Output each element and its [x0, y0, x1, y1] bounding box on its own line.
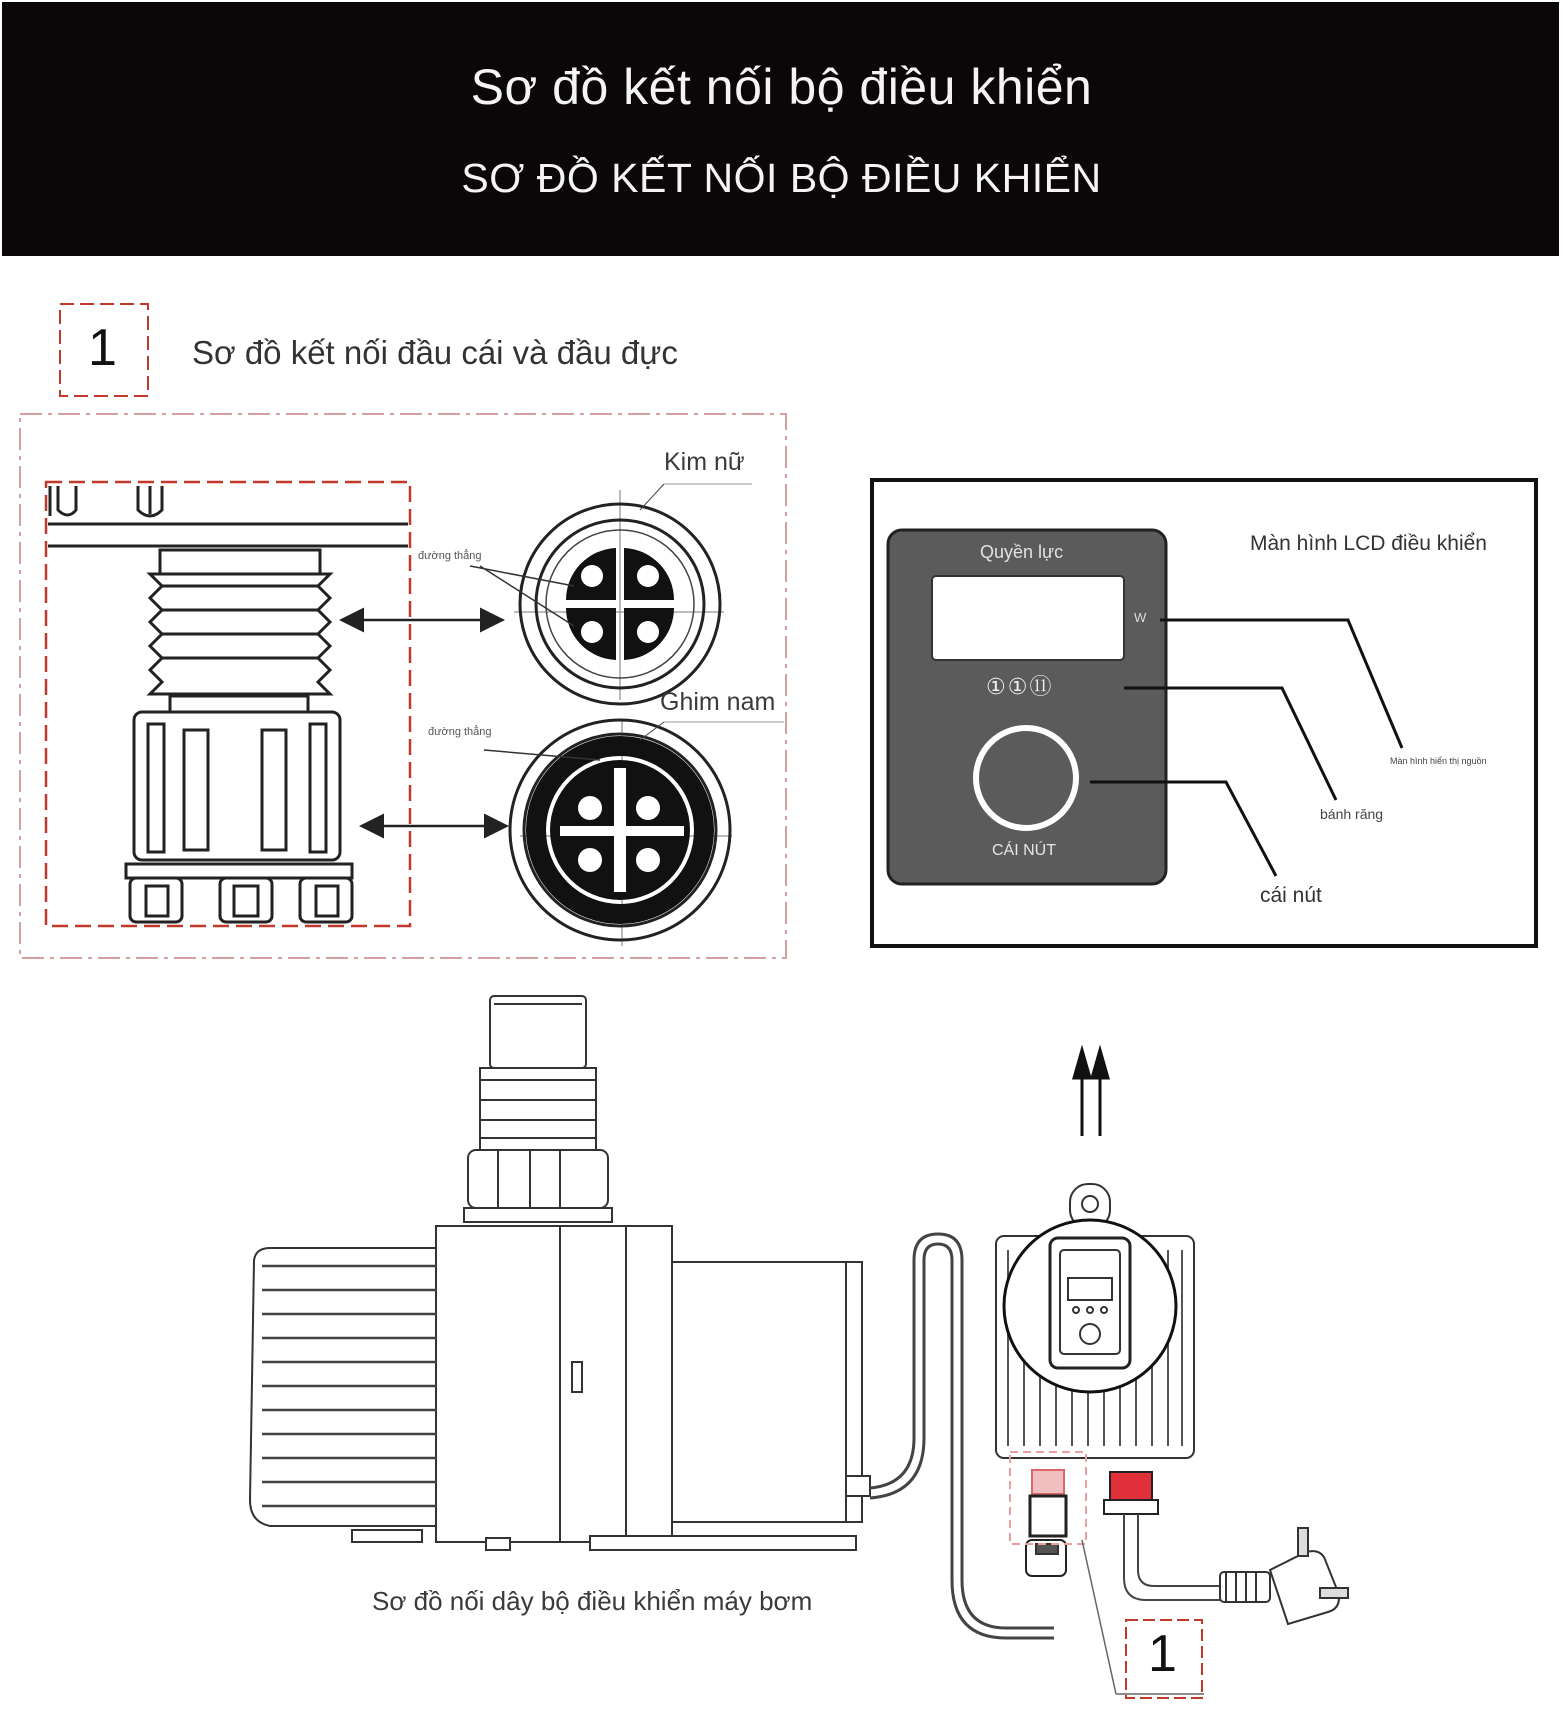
- straight-line-label-bottom: đường thẳng: [428, 726, 492, 738]
- pump-drawing: [250, 996, 870, 1550]
- page-subtitle: SƠ ĐỒ KẾT NỐI BỘ ĐIỀU KHIỂN: [461, 155, 1102, 201]
- female-connector-icon: [470, 484, 752, 704]
- controller-unit: [996, 1184, 1348, 1624]
- gear-label: bánh răng: [1320, 806, 1384, 822]
- lcd-screen-label: Màn hình LCD điều khiển: [1250, 532, 1487, 555]
- male-connector-icon: [484, 720, 784, 946]
- section-title: Sơ đồ kết nối đầu cái và đầu đực: [192, 334, 678, 371]
- connector-body: [48, 486, 408, 922]
- w-mark: W: [1134, 610, 1147, 625]
- male-pin-label: Ghim nam: [660, 688, 776, 716]
- straight-line-label-top: đường thẳng: [418, 550, 482, 562]
- power-display-label: Màn hình hiển thị nguồn: [1390, 756, 1487, 766]
- female-pin-label: Kim nữ: [664, 448, 745, 476]
- page-title: Sơ đồ kết nối bộ điều khiển: [470, 59, 1093, 115]
- up-arrows-icon: [1074, 1050, 1108, 1136]
- control-button: [976, 728, 1076, 828]
- bottom-number: 1: [1148, 1625, 1177, 1683]
- indicator-mark: ⑪: [1029, 674, 1054, 699]
- indicator-mark: ①: [986, 674, 1008, 699]
- section-number: 1: [88, 319, 117, 377]
- button-label: cái nút: [1260, 884, 1322, 907]
- bottom-caption: Sơ đồ nối dây bộ điều khiển máy bơm: [372, 1586, 813, 1616]
- panel-title: Quyền lực: [980, 542, 1064, 562]
- panel-indicator-marks: [986, 670, 1053, 701]
- indicator-mark: ①: [1007, 674, 1030, 699]
- lcd-screen: [932, 576, 1124, 660]
- panel-button-caption: CÁI NÚT: [992, 842, 1056, 859]
